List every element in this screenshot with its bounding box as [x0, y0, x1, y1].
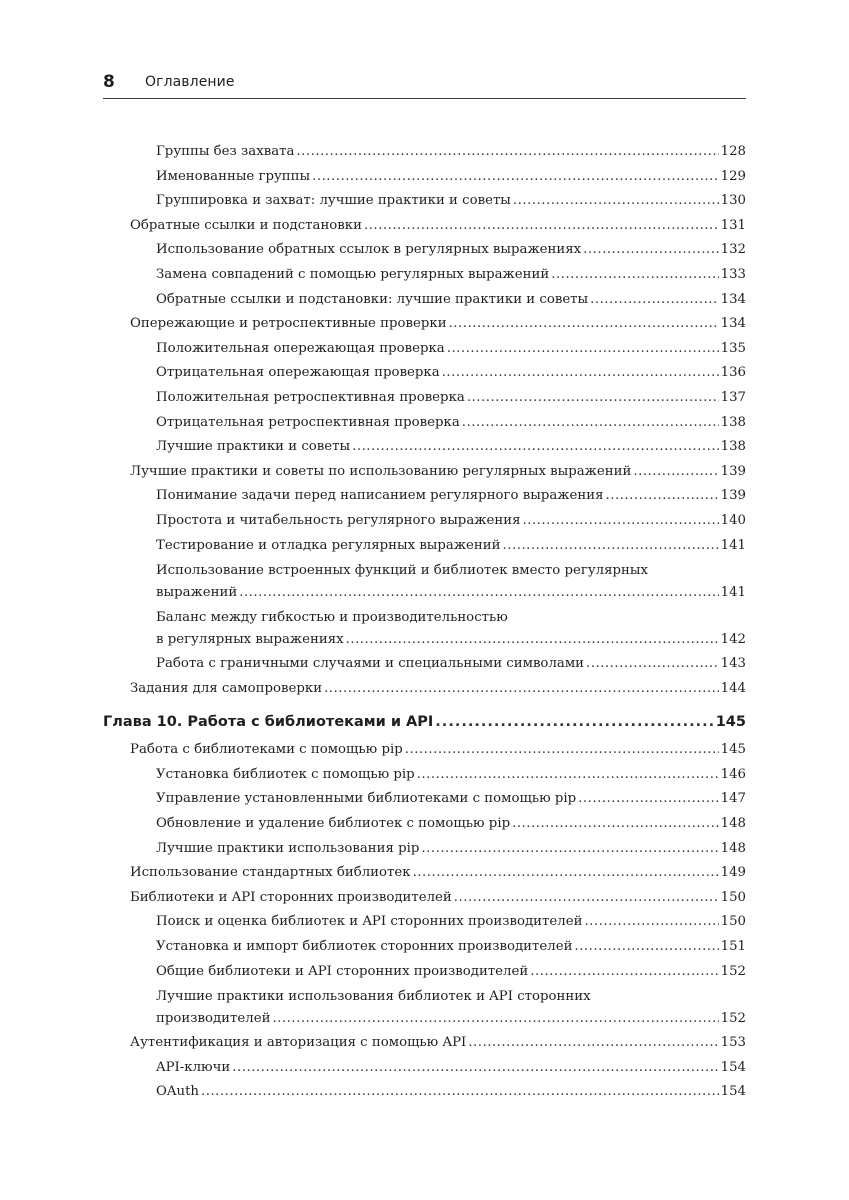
toc-entry[interactable]: [103, 1031, 746, 1056]
toc-entry-title: Использование встроенных функций и библиотек вместо регулярных: [156, 563, 648, 579]
toc-page-number: 145: [715, 714, 746, 731]
toc-entry-title-continued: выражений: [156, 585, 238, 601]
toc-entry-title-continued: в регулярных выражениях: [156, 632, 344, 648]
dot-leader: [324, 677, 719, 702]
toc-entry-title: API-ключи: [156, 1059, 231, 1075]
toc-entry[interactable]: [103, 837, 746, 862]
dot-leader: [312, 165, 719, 190]
dot-leader: [522, 509, 718, 534]
toc-page-number: 131: [720, 217, 746, 233]
dot-leader: [296, 140, 718, 165]
toc-page-number: 145: [720, 742, 746, 758]
dot-leader: [352, 435, 719, 460]
toc-entry[interactable]: [103, 763, 746, 788]
toc-page-number: 148: [720, 840, 746, 856]
toc-page-number: 150: [720, 889, 746, 905]
toc-page-number: 139: [720, 488, 746, 504]
dot-leader: [442, 361, 719, 386]
dot-leader: [421, 837, 718, 862]
dot-leader: [586, 652, 719, 677]
toc-entry-title: Обратные ссылки и подстановки: лучшие практики и советы: [156, 291, 589, 307]
toc-page-number: 137: [720, 389, 746, 405]
dot-leader: [272, 1008, 718, 1030]
toc-page-number: 138: [720, 414, 746, 430]
toc-entry-title: Использование обратных ссылок в регулярных выражениях: [156, 242, 582, 258]
toc-entry-title: Работа с библиотеками с помощью pip: [130, 742, 403, 758]
toc-entry[interactable]: [103, 677, 746, 702]
toc-entry-title: Обратные ссылки и подстановки: [130, 217, 362, 233]
toc-entry-title: Именованные группы: [156, 168, 311, 184]
dot-leader: [583, 238, 718, 263]
toc-page-number: 150: [720, 914, 746, 930]
toc-page-number: 154: [720, 1059, 746, 1075]
toc-page-number: 152: [720, 963, 746, 979]
toc-page-number: 140: [720, 512, 746, 528]
toc-entry[interactable]: [103, 886, 746, 911]
toc-page-number: 134: [720, 291, 746, 307]
toc-page-number: 152: [720, 1011, 746, 1027]
toc-entry-title: Отрицательная опережающая проверка: [156, 365, 440, 381]
toc-page-number: 147: [720, 791, 746, 807]
toc-page-number: 141: [720, 537, 746, 553]
toc-entry-title: Использование стандартных библиотек: [130, 865, 411, 881]
toc-entry-title: Лучшие практики использования библиотек и API сторонних: [156, 989, 591, 1005]
toc-page-number: 135: [720, 340, 746, 356]
toc-entry-title: Глава 10. Работа с библиотеками и API: [103, 714, 434, 731]
toc-entry-title: Тестирование и отладка регулярных выражений: [156, 537, 501, 553]
toc-entry-title: Библиотеки и API сторонних производителей: [130, 889, 452, 905]
dot-leader: [232, 1056, 718, 1081]
table-of-contents: [103, 140, 746, 1105]
dot-leader: [530, 960, 718, 985]
dot-leader: [201, 1080, 719, 1105]
toc-entry[interactable]: [103, 214, 746, 239]
toc-chapter-entry[interactable]: [103, 709, 746, 735]
toc-entry[interactable]: [103, 411, 746, 436]
toc-entry[interactable]: [103, 435, 746, 460]
dot-leader: [462, 411, 719, 436]
toc-page-number: 132: [720, 242, 746, 258]
toc-entry[interactable]: [103, 386, 746, 411]
dot-leader: [364, 214, 719, 239]
dot-leader: [413, 861, 719, 886]
toc-entry[interactable]: [103, 1080, 746, 1105]
toc-entry[interactable]: [103, 738, 746, 763]
toc-page-number: 129: [720, 168, 746, 184]
toc-page-number: 136: [720, 365, 746, 381]
toc-entry[interactable]: [103, 140, 746, 165]
toc-entry[interactable]: [103, 361, 746, 386]
toc-entry-title: Лучшие практики использования pip: [156, 840, 420, 856]
toc-entry-title: OAuth: [156, 1084, 199, 1100]
toc-entry-title-continued: производителей: [156, 1011, 271, 1027]
dot-leader: [417, 763, 719, 788]
toc-entry[interactable]: [103, 910, 746, 935]
toc-entry-title: Группировка и захват: лучшие практики и советы: [156, 193, 511, 209]
toc-entry-title: Поиск и оценка библиотек и API сторонних производителей: [156, 914, 583, 930]
dot-leader: [503, 534, 719, 559]
running-header: [103, 70, 746, 99]
toc-entry[interactable]: [103, 189, 746, 214]
dot-leader: [605, 484, 718, 509]
toc-page-number: 144: [720, 680, 746, 696]
toc-entry-title: Простота и читабельность регулярного выражения: [156, 512, 521, 528]
toc-page-number: 128: [720, 144, 746, 159]
toc-entry-title: Опережающие и ретроспективные проверки: [130, 316, 447, 332]
toc-entry[interactable]: [103, 165, 746, 190]
toc-entry-title: Отрицательная ретроспективная проверка: [156, 414, 460, 430]
dot-leader: [633, 460, 718, 485]
toc-entry[interactable]: [103, 288, 746, 313]
toc-entry-title: Работа с граничными случаями и специальными символами: [156, 656, 585, 672]
dot-leader: [551, 263, 718, 288]
toc-page-number: 130: [720, 193, 746, 209]
dot-leader: [435, 709, 713, 735]
toc-page-number: 148: [720, 816, 746, 832]
toc-entry[interactable]: [103, 960, 746, 985]
dot-leader: [512, 812, 719, 837]
toc-page-number: 146: [720, 766, 746, 782]
toc-entry-title: Задания для самопроверки: [130, 680, 323, 696]
dot-leader: [584, 910, 718, 935]
toc-entry-title: Аутентификация и авторизация с помощью API: [130, 1035, 467, 1051]
toc-page-number: 134: [720, 316, 746, 332]
toc-entry-title: Баланс между гибкостью и производительностью: [156, 610, 508, 626]
toc-page-number: 151: [720, 939, 746, 955]
toc-entry-title: Группы без захвата: [156, 144, 295, 159]
toc-entry[interactable]: [103, 558, 746, 605]
toc-page-number: 133: [720, 266, 746, 282]
toc-entry-title: Замена совпадений с помощью регулярных выражений: [156, 266, 550, 282]
toc-entry[interactable]: [103, 484, 746, 509]
running-title: Оглавление: [145, 74, 235, 90]
toc-entry[interactable]: [103, 935, 746, 960]
dot-leader: [468, 1031, 718, 1056]
toc-entry[interactable]: [103, 861, 746, 886]
toc-entry-title: Управление установленными библиотеками с помощью pip: [156, 791, 577, 807]
toc-entry[interactable]: [103, 509, 746, 534]
dot-leader: [239, 582, 718, 604]
dot-leader: [454, 886, 719, 911]
toc-page-number: 143: [720, 656, 746, 672]
toc-page-number: 141: [720, 585, 746, 601]
toc-page-number: 149: [720, 865, 746, 881]
toc-entry[interactable]: [103, 312, 746, 337]
toc-entry-title: Понимание задачи перед написанием регулярного выражения: [156, 488, 604, 504]
toc-entry[interactable]: [103, 263, 746, 288]
toc-entry[interactable]: [103, 337, 746, 362]
toc-entry-title: Положительная опережающая проверка: [156, 340, 445, 356]
toc-entry[interactable]: [103, 605, 746, 652]
toc-entry-title: Установка и импорт библиотек сторонних производителей: [156, 939, 573, 955]
dot-leader: [447, 337, 719, 362]
toc-page-number: 138: [720, 439, 746, 455]
toc-entry-title: Лучшие практики и советы по использованию регулярных выражений: [130, 463, 632, 479]
toc-entry[interactable]: [103, 238, 746, 263]
dot-leader: [405, 738, 719, 763]
dot-leader: [513, 189, 719, 214]
dot-leader: [346, 629, 719, 651]
toc-page-number: 142: [720, 632, 746, 648]
toc-entry-title: Установка библиотек с помощью pip: [156, 766, 415, 782]
toc-entry[interactable]: [103, 534, 746, 559]
toc-entry[interactable]: [103, 652, 746, 677]
toc-entry[interactable]: [103, 984, 746, 1031]
toc-entry-title: Общие библиотеки и API сторонних производителей: [156, 963, 529, 979]
toc-page-number: 153: [720, 1035, 746, 1051]
toc-entry[interactable]: [103, 1056, 746, 1081]
toc-page-number: 154: [720, 1084, 746, 1100]
toc-entry[interactable]: [103, 460, 746, 485]
toc-entry[interactable]: [103, 812, 746, 837]
dot-leader: [449, 312, 719, 337]
dot-leader: [574, 935, 718, 960]
toc-entry-title: Положительная ретроспективная проверка: [156, 389, 465, 405]
page-number: 8: [103, 72, 115, 92]
toc-entry[interactable]: [103, 787, 746, 812]
dot-leader: [578, 787, 718, 812]
toc-entry-title: Лучшие практики и советы: [156, 439, 351, 455]
toc-entry-title: Обновление и удаление библиотек с помощью pip: [156, 816, 511, 832]
dot-leader: [467, 386, 719, 411]
toc-page-number: 139: [720, 463, 746, 479]
dot-leader: [590, 288, 718, 313]
